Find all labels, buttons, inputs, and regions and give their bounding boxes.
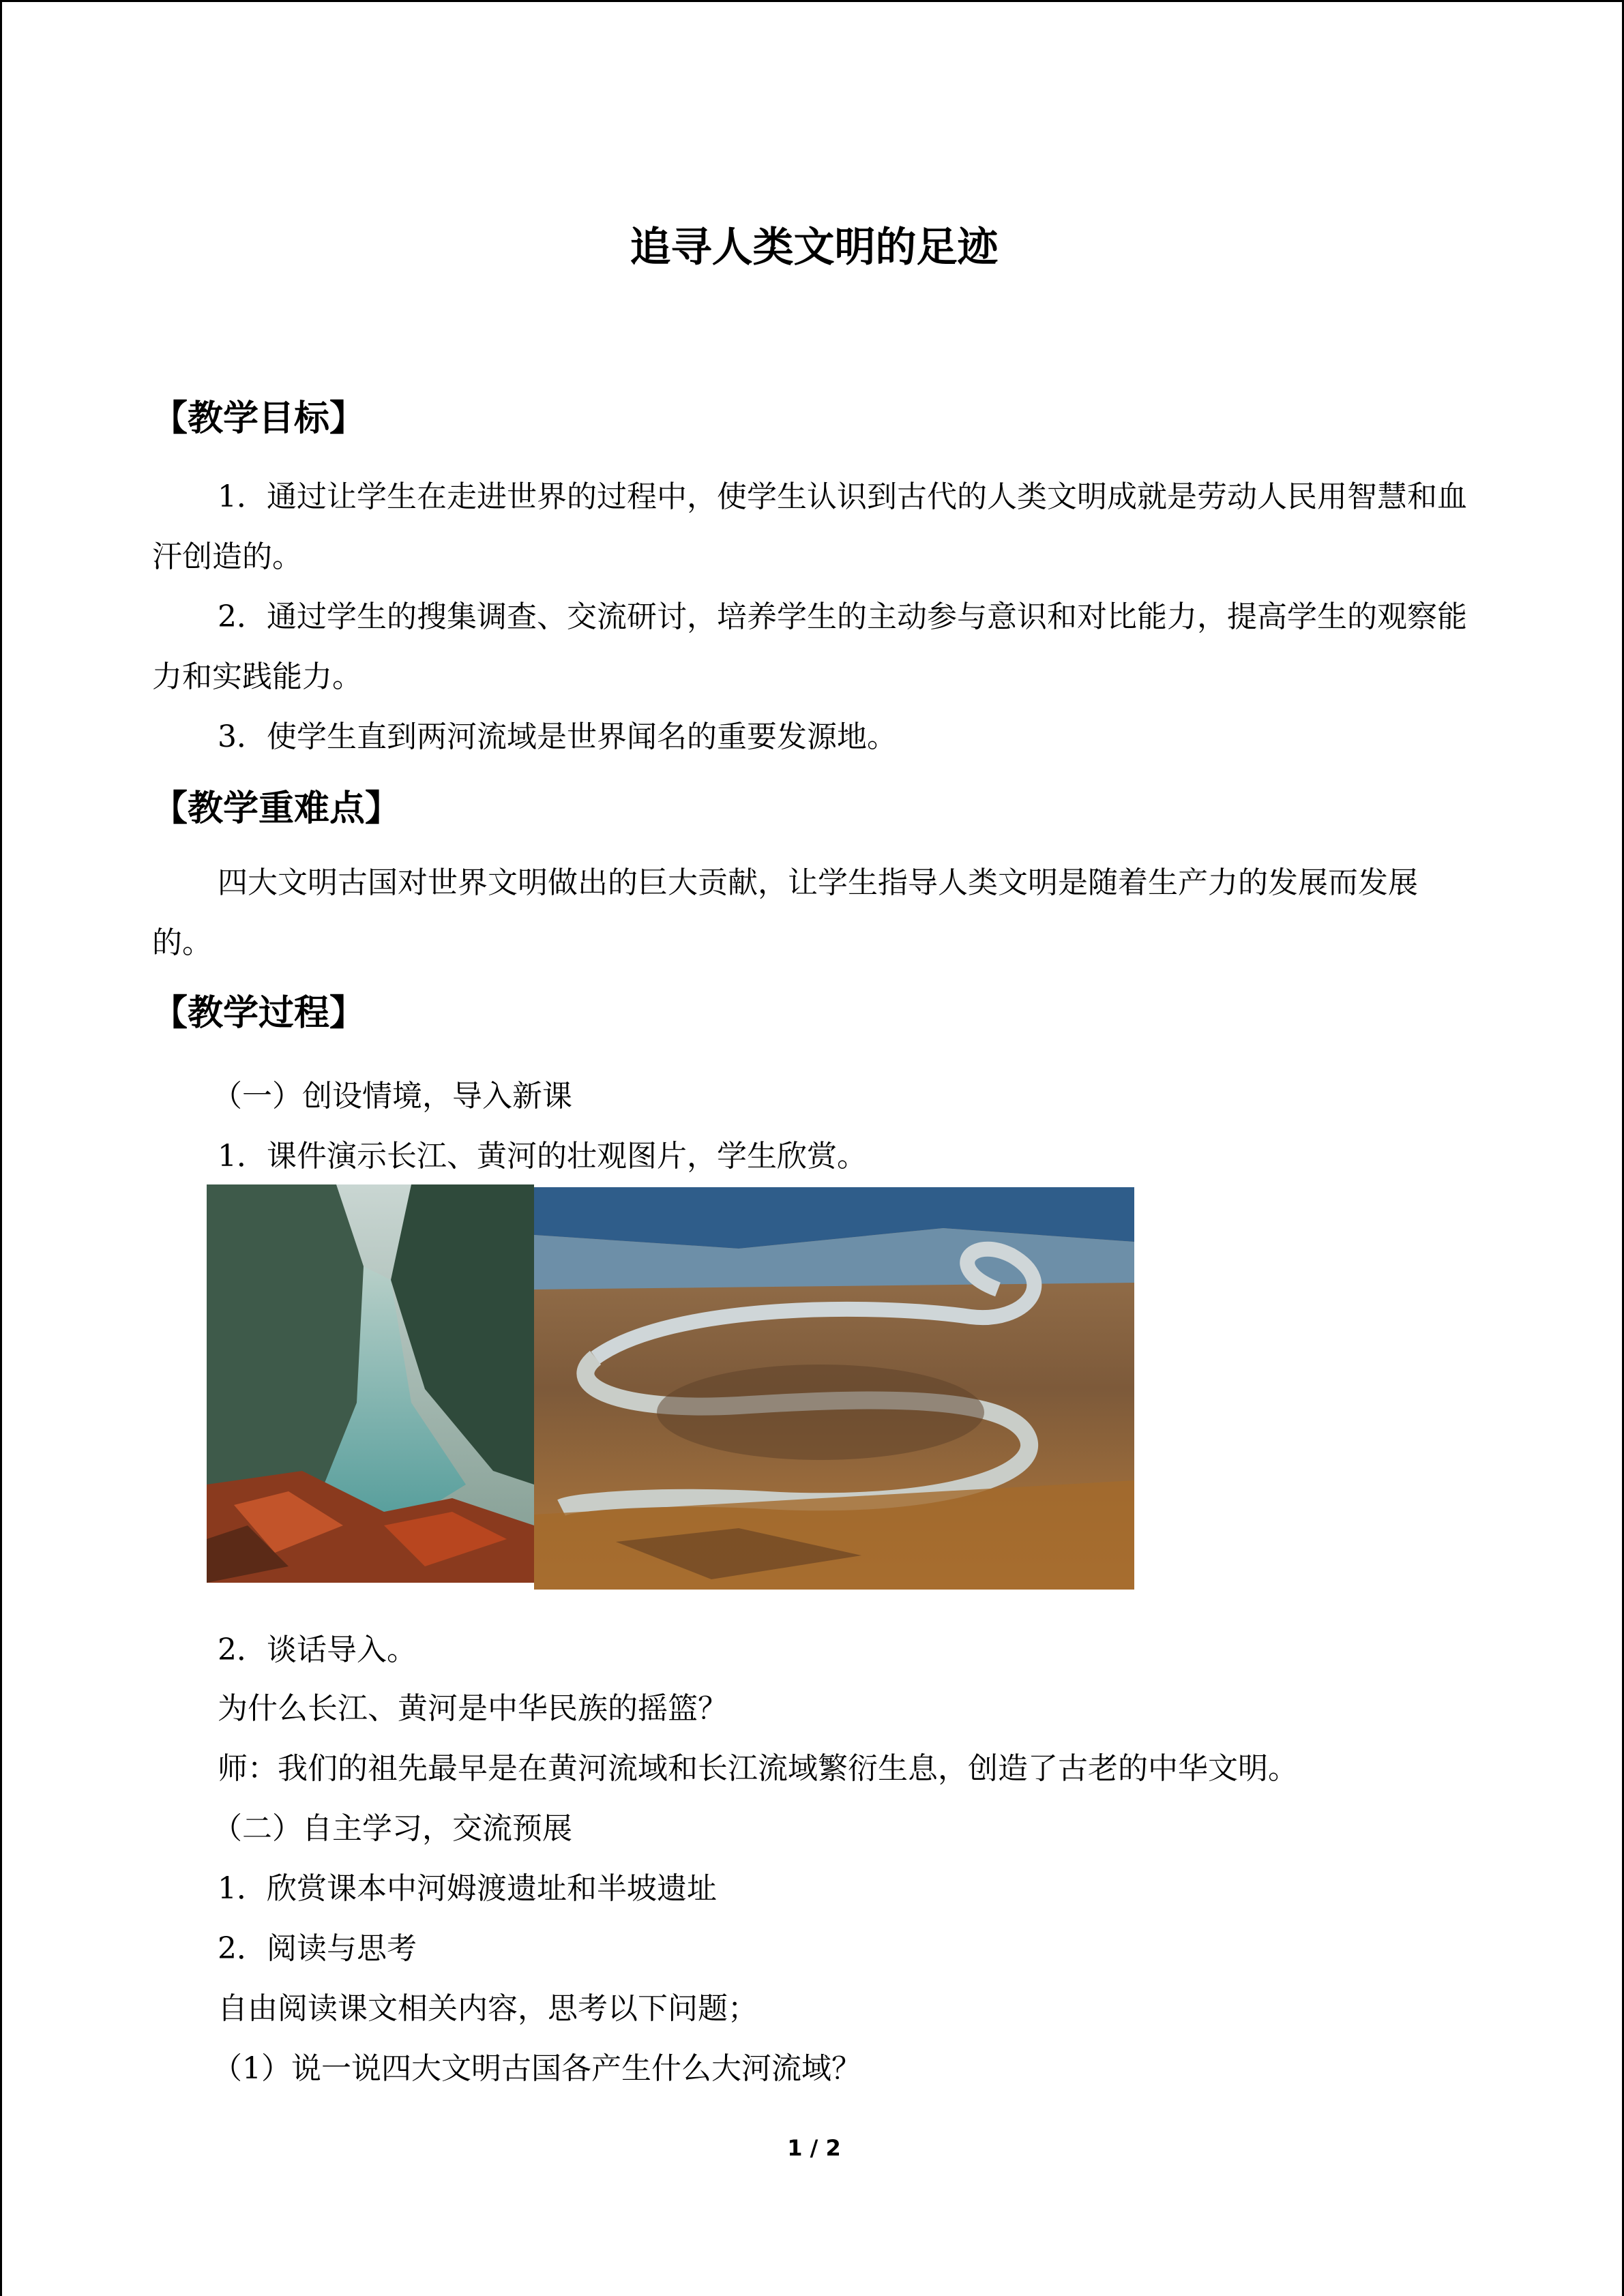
goal-item-1: 1．通过让学生在走进世界的过程中，使学生认识到古代的人类文明成就是劳动人民用智慧和血汗创造的。 xyxy=(152,479,1467,574)
yangtze-gorge-photo xyxy=(207,1184,534,1583)
process-line-4: 为什么长江、黄河是中华民族的摇篮？ xyxy=(218,1691,728,1726)
process-line-2: 1．课件演示长江、黄河的壮观图片，学生欣赏。 xyxy=(218,1139,867,1174)
goal-item-3: 3．使学生直到两河流域是世界闻名的重要发源地。 xyxy=(218,719,897,754)
river-gorge-photo-icon xyxy=(207,1184,534,1583)
process-line-6: （二）自主学习，交流预展 xyxy=(212,1811,572,1846)
page-number: 1 / 2 xyxy=(787,2135,841,2161)
yellow-river-bend-photo xyxy=(534,1187,1134,1590)
process-line-5: 师：我们的祖先最早是在黄河流域和长江流域繁衍生息，创造了古老的中华文明。 xyxy=(218,1751,1298,1786)
keypoints-paragraph: 四大文明古国对世界文明做出的巨大贡献，让学生指导人类文明是随着生产力的发展而发展的。 xyxy=(152,865,1418,960)
process-line-1: （一）创设情境，导入新课 xyxy=(212,1079,572,1114)
section-heading-process: 【教学过程】 xyxy=(152,993,366,1034)
document-title: 追寻人类文明的足迹 xyxy=(630,224,999,271)
section-heading-goals: 【教学目标】 xyxy=(152,398,366,439)
river-bend-photo-icon xyxy=(534,1187,1134,1590)
goal-item-2: 2．通过学生的搜集调查、交流研讨，培养学生的主动参与意识和对比能力，提高学生的观察能力和实践能力。 xyxy=(152,599,1467,694)
process-line-7: 1．欣赏课本中河姆渡遗址和半坡遗址 xyxy=(218,1871,717,1906)
process-line-9: 自由阅读课文相关内容，思考以下问题； xyxy=(218,1991,758,2026)
process-line-10: （1）说一说四大文明古国各产生什么大河流域？ xyxy=(212,2051,861,2086)
section-heading-keypoints: 【教学重难点】 xyxy=(152,788,401,829)
process-line-8: 2．阅读与思考 xyxy=(218,1931,417,1966)
process-line-3: 2．谈话导入。 xyxy=(218,1632,417,1667)
